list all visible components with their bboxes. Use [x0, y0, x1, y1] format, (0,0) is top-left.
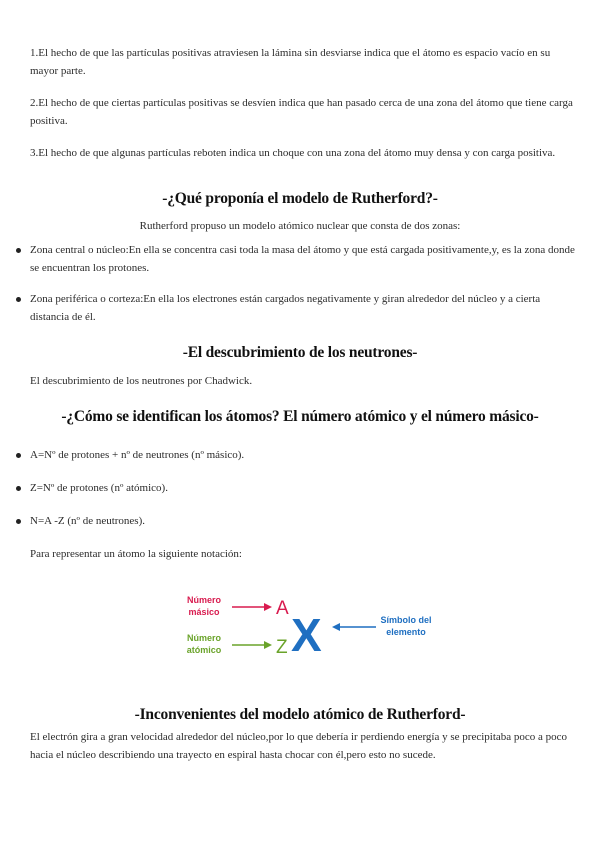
- bullet-nucleus: Zona central o núcleo:En ella se concentra casi toda la masa del átomo y que está cargada positivamente,y, es la zona donde se encuentran los protones.: [30, 244, 575, 274]
- letter-x: X: [291, 609, 322, 661]
- symbol-label-line1: Símbolo del: [380, 615, 432, 625]
- heading-rutherford-model: -¿Qué proponía el modelo de Rutherford?-: [162, 190, 438, 207]
- notation-intro: Para representar un átomo la siguiente notación:: [30, 548, 242, 560]
- bullet-dot: [16, 519, 21, 524]
- heading-atomic-number: -¿Cómo se identifican los átomos? El número atómico y el número másico-: [61, 408, 539, 425]
- inconvenientes-text: El electrón gira a gran velocidad alrededor del núcleo,por lo que debería ir perdiendo energía y se precipitaba poco a poco hacia el núcleo describiendo una trayecto en espiral hasta chocar con él,pero esto no sucede.: [30, 731, 568, 761]
- mass-label-line1: Número: [186, 595, 222, 605]
- atomic-notation-diagram: [180, 585, 440, 665]
- bullet-atomic-number: Z=Nº de protones (nº atómico).: [30, 482, 168, 494]
- bullet-dot: [16, 486, 21, 491]
- bullet-neutron-number: N=A -Z (nº de neutrones).: [30, 515, 146, 527]
- mass-label-line2: másico: [188, 607, 220, 617]
- bullet-cortex: Zona periférica o corteza:En ella los electrones están cargados negativamente y giran alrededor del núcleo y a cierta distancia de él.: [30, 293, 541, 323]
- atomic-arrowhead-icon: [264, 641, 272, 649]
- bullet-dot: [16, 248, 21, 253]
- atomic-label-line1: Número: [186, 633, 222, 643]
- intro-point-3: 3.El hecho de que algunas partículas reboten indica un choque con una zona del átomo muy densa y con carga positiva.: [30, 147, 556, 159]
- heading-inconvenientes: -Inconvenientes del modelo atómico de Rutherford-: [134, 706, 466, 723]
- rutherford-intro: Rutherford propuso un modelo atómico nuclear que consta de dos zonas:: [139, 220, 461, 232]
- bullet-dot: [16, 453, 21, 458]
- notation-svg: [180, 585, 440, 665]
- mass-arrowhead-icon: [264, 603, 272, 611]
- letter-a: A: [276, 598, 289, 619]
- intro-point-2: 2.El hecho de que ciertas partículas positivas se desvíen indica que han pasado cerca de una zona del átomo que tiene carga positiva.: [30, 97, 573, 127]
- symbol-arrowhead-icon: [332, 623, 340, 631]
- heading-neutrons: -El descubrimiento de los neutrones-: [182, 344, 418, 361]
- symbol-label-line2: elemento: [386, 627, 426, 637]
- bullet-dot: [16, 297, 21, 302]
- atomic-label-line2: atómico: [186, 645, 222, 655]
- bullet-mass-number: A=Nº de protones + nº de neutrones (nº másico).: [30, 449, 245, 461]
- letter-z: Z: [276, 637, 288, 658]
- intro-point-1: 1.El hecho de que las partículas positivas atraviesen la lámina sin desviarse indica que el átomo es espacio vacío en su mayor parte.: [30, 47, 551, 77]
- neutrons-text: El descubrimiento de los neutrones por Chadwick.: [30, 375, 253, 387]
